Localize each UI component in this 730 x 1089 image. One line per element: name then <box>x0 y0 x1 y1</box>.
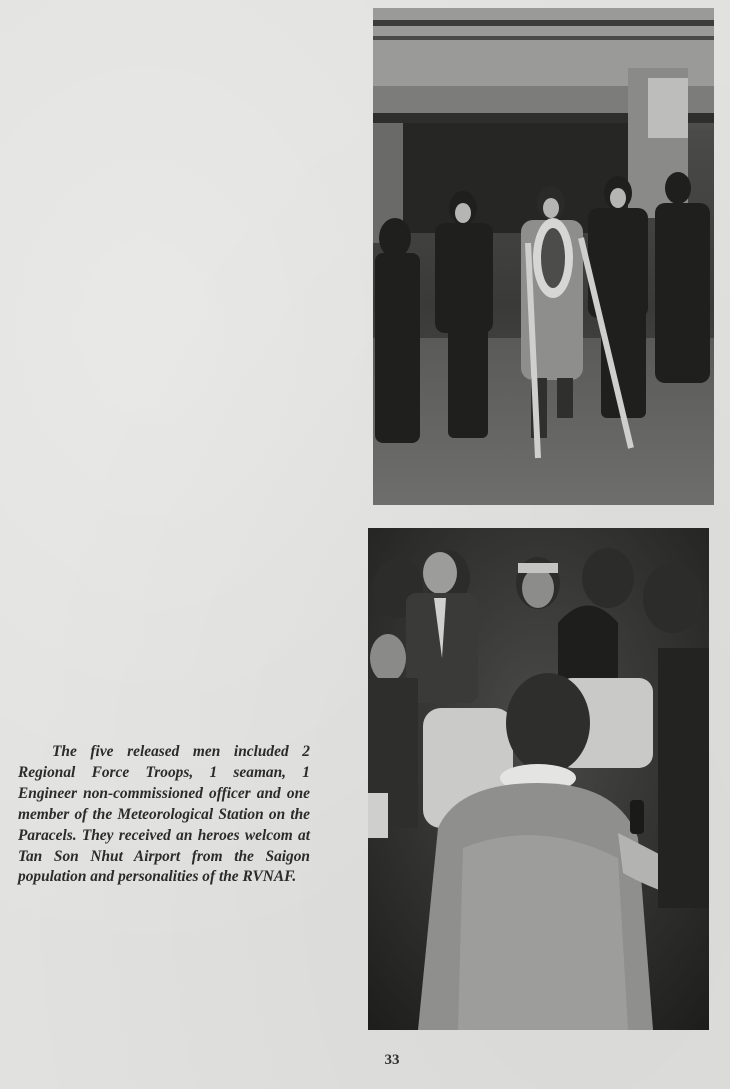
page-number: 33 <box>384 1052 400 1068</box>
photo-caption: The five released men included 2 Regional Force Troops, 1 seaman, 1 Engineer non-commissioned officer and one member of the Meteorological Station on the Paracels. They received an heroes welcom at Tan Son Nhut Airport from the Saigon population and personalities of the RVNAF. <box>18 743 310 886</box>
photo-welcoming-crowd-image <box>368 528 709 1030</box>
photo-released-men-walking-image <box>373 8 714 505</box>
photo-released-men-walking <box>373 8 714 505</box>
photo-welcoming-crowd <box>368 528 709 1030</box>
